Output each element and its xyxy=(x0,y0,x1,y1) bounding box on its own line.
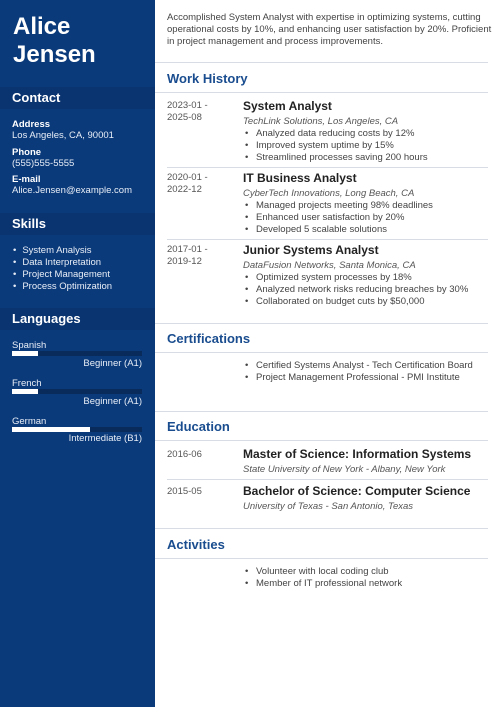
job-bullet: • Developed 5 scalable solutions xyxy=(243,224,493,236)
last-name: Jensen xyxy=(13,41,96,68)
language-proficiency-bar xyxy=(12,427,142,432)
job-bullet: • Analyzed network risks reducing breaches by 30% xyxy=(243,284,493,296)
degree-name: Bachelor of Science xyxy=(243,484,358,498)
job-title: IT Business Analyst xyxy=(243,171,357,185)
job-date-end: 2022-12 xyxy=(167,184,202,195)
entry-divider xyxy=(167,239,488,240)
activities-heading: Activities xyxy=(167,537,225,552)
entry-divider xyxy=(167,167,488,168)
section-divider xyxy=(155,352,488,353)
job-company: CyberTech Innovations, Long Beach, CA xyxy=(243,188,415,199)
activity-list xyxy=(243,566,493,590)
activity-item: • Volunteer with local coding club xyxy=(243,566,493,578)
language-level: Beginner (A1) xyxy=(83,396,142,407)
work-history-heading: Work History xyxy=(167,71,248,86)
skills-heading: Skills xyxy=(0,213,155,235)
address-label: Address xyxy=(12,119,51,130)
skill-item: • Project Management xyxy=(13,269,110,280)
language-name: Spanish xyxy=(12,340,47,351)
job-bullet: • Enhanced user satisfaction by 20% xyxy=(243,212,493,224)
email-label: E-mail xyxy=(12,174,41,185)
entry-divider xyxy=(167,479,488,480)
languages-heading: Languages xyxy=(0,308,155,330)
job-company: DataFusion Networks, Santa Monica, CA xyxy=(243,260,416,271)
education-date: 2015-05 xyxy=(167,486,202,497)
job-bullet: • Analyzed data reducing costs by 12% xyxy=(243,128,493,140)
job-bullets xyxy=(243,272,493,308)
language-level: Beginner (A1) xyxy=(83,358,142,369)
address-value: Los Angeles, CA, 90001 xyxy=(12,130,114,141)
certifications-heading: Certifications xyxy=(167,331,251,346)
degree-name: Master of Science xyxy=(243,447,346,461)
job-date-start: 2020-01 - xyxy=(167,172,208,183)
language-proficiency-bar xyxy=(12,351,142,356)
candidate-name xyxy=(13,13,96,69)
language-name: German xyxy=(12,416,47,427)
skill-item: • Process Optimization xyxy=(13,281,112,292)
skill-item: • System Analysis xyxy=(13,245,92,256)
first-name: Alice xyxy=(13,13,71,40)
language-name: French xyxy=(12,378,42,389)
job-date-start: 2017-01 - xyxy=(167,244,208,255)
job-bullets xyxy=(243,128,493,164)
education-date: 2016-06 xyxy=(167,449,202,460)
language-proficiency-fill xyxy=(12,351,38,356)
skill-item: • Data Interpretation xyxy=(13,257,101,268)
job-date-end: 2019-12 xyxy=(167,256,202,267)
certification-item: • Certified Systems Analyst - Tech Certification Board xyxy=(243,360,483,372)
contact-heading: Contact xyxy=(0,87,155,109)
education-degree: Bachelor of Science: Computer Science xyxy=(243,484,471,498)
language-proficiency-fill xyxy=(12,389,38,394)
language-proficiency-fill xyxy=(12,427,90,432)
job-date-start: 2023-01 - xyxy=(167,100,208,111)
job-title: System Analyst xyxy=(243,99,332,113)
education-school: State University of New York - Albany, New York xyxy=(243,464,446,475)
section-divider xyxy=(155,558,488,559)
degree-field: Information Systems xyxy=(352,447,472,461)
job-date-end: 2025-08 xyxy=(167,112,202,123)
email-value[interactable]: Alice.Jensen@example.com xyxy=(12,185,133,196)
section-divider xyxy=(155,323,488,324)
phone-label: Phone xyxy=(12,147,42,158)
main-content xyxy=(155,0,500,707)
job-title: Junior Systems Analyst xyxy=(243,243,379,257)
professional-summary: Accomplished System Analyst with expertise in optimizing systems, cutting operational costs by 10%, and enhancing user satisfaction by 20%. Proficient in project management and process improvements. xyxy=(167,12,492,47)
certification-list xyxy=(243,360,483,384)
section-divider xyxy=(155,62,488,63)
job-bullets xyxy=(243,200,493,236)
job-bullet: • Optimized system processes by 18% xyxy=(243,272,493,284)
section-divider xyxy=(155,92,488,93)
education-degree: Master of Science: Information Systems xyxy=(243,447,472,461)
activity-item: • Member of IT professional network xyxy=(243,578,493,590)
section-divider xyxy=(155,440,488,441)
education-heading: Education xyxy=(167,419,230,434)
job-bullet: • Collaborated on budget cuts by $50,000 xyxy=(243,296,493,308)
job-company: TechLink Solutions, Los Angeles, CA xyxy=(243,116,399,127)
certification-item: • Project Management Professional - PMI Institute xyxy=(243,372,483,384)
job-bullet: • Improved system uptime by 15% xyxy=(243,140,493,152)
job-bullet: • Streamlined processes saving 200 hours xyxy=(243,152,493,164)
phone-value: (555)555-5555 xyxy=(12,158,75,169)
job-bullet: • Managed projects meeting 98% deadlines xyxy=(243,200,493,212)
language-proficiency-bar xyxy=(12,389,142,394)
degree-field: Computer Science xyxy=(365,484,471,498)
education-school: University of Texas - San Antonio, Texas xyxy=(243,501,414,512)
sidebar xyxy=(0,0,155,707)
section-divider xyxy=(155,528,488,529)
language-level: Intermediate (B1) xyxy=(68,433,142,444)
section-divider xyxy=(155,411,488,412)
